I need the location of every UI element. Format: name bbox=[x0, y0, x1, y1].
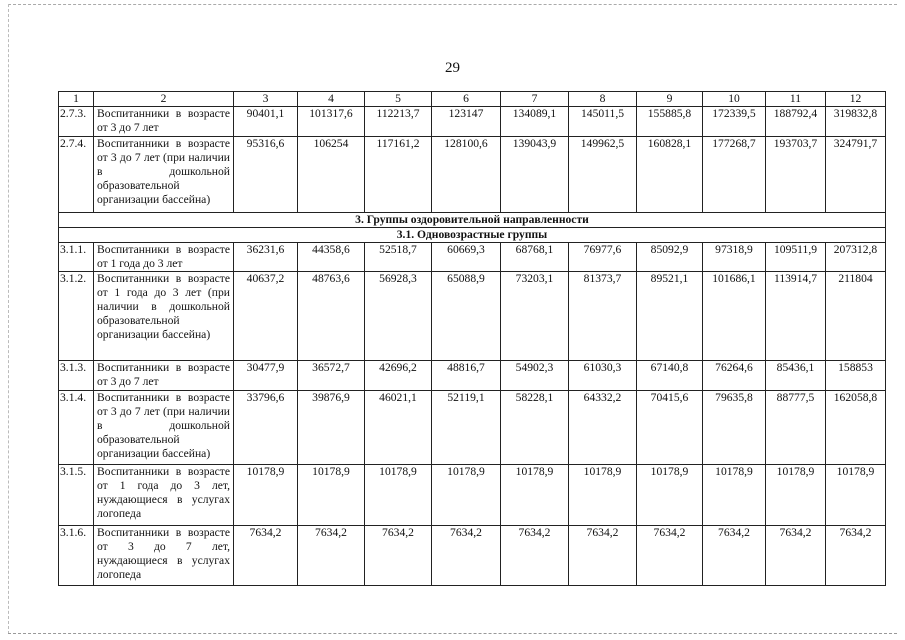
value-cell: 177268,7 bbox=[703, 137, 766, 213]
table-row bbox=[59, 243, 886, 272]
page-number: 29 bbox=[445, 60, 460, 76]
value-cell: 48763,6 bbox=[298, 272, 365, 361]
value-cell: 207312,8 bbox=[826, 243, 886, 272]
subsection-heading: 3.1. Одновозрастные группы bbox=[59, 228, 886, 243]
value-cell: 10178,9 bbox=[766, 465, 826, 526]
value-cell: 10178,9 bbox=[365, 465, 432, 526]
value-cell: 33796,6 bbox=[234, 391, 298, 465]
value-cell: 10178,9 bbox=[569, 465, 637, 526]
column-number: 8 bbox=[569, 92, 637, 107]
value-cell: 95316,6 bbox=[234, 137, 298, 213]
value-cell: 36572,7 bbox=[298, 361, 365, 391]
tariff-table bbox=[58, 91, 886, 586]
value-cell: 162058,8 bbox=[826, 391, 886, 465]
value-cell: 134089,1 bbox=[501, 107, 569, 137]
value-cell: 76264,6 bbox=[703, 361, 766, 391]
value-cell: 52518,7 bbox=[365, 243, 432, 272]
value-cell: 172339,5 bbox=[703, 107, 766, 137]
row-code: 2.7.4. bbox=[59, 137, 94, 213]
value-cell: 101317,6 bbox=[298, 107, 365, 137]
section-heading: 3. Группы оздоровительной направленности bbox=[59, 213, 886, 228]
column-number: 4 bbox=[298, 92, 365, 107]
page-edge-left bbox=[8, 4, 9, 634]
row-code: 2.7.3. bbox=[59, 107, 94, 137]
value-cell: 109511,9 bbox=[766, 243, 826, 272]
value-cell: 65088,9 bbox=[432, 272, 501, 361]
value-cell: 39876,9 bbox=[298, 391, 365, 465]
table-row bbox=[59, 465, 886, 526]
value-cell: 85436,1 bbox=[766, 361, 826, 391]
column-number: 2 bbox=[94, 92, 234, 107]
value-cell: 40637,2 bbox=[234, 272, 298, 361]
row-code: 3.1.4. bbox=[59, 391, 94, 465]
value-cell: 68768,1 bbox=[501, 243, 569, 272]
column-number: 10 bbox=[703, 92, 766, 107]
value-cell: 160828,1 bbox=[637, 137, 703, 213]
value-cell: 211804 bbox=[826, 272, 886, 361]
value-cell: 7634,2 bbox=[766, 526, 826, 586]
value-cell: 90401,1 bbox=[234, 107, 298, 137]
column-number: 1 bbox=[59, 92, 94, 107]
column-number: 3 bbox=[234, 92, 298, 107]
value-cell: 117161,2 bbox=[365, 137, 432, 213]
column-number: 5 bbox=[365, 92, 432, 107]
value-cell: 79635,8 bbox=[703, 391, 766, 465]
row-description: Воспитанники в возрасте от 3 до 7 лет (при наличии в дошкольной образовательной организации бассейна) bbox=[94, 137, 234, 213]
value-cell: 7634,2 bbox=[703, 526, 766, 586]
value-cell: 81373,7 bbox=[569, 272, 637, 361]
row-code: 3.1.3. bbox=[59, 361, 94, 391]
value-cell: 10178,9 bbox=[637, 465, 703, 526]
value-cell: 145011,5 bbox=[569, 107, 637, 137]
value-cell: 10178,9 bbox=[826, 465, 886, 526]
value-cell: 54902,3 bbox=[501, 361, 569, 391]
value-cell: 113914,7 bbox=[766, 272, 826, 361]
value-cell: 7634,2 bbox=[569, 526, 637, 586]
value-cell: 10178,9 bbox=[501, 465, 569, 526]
value-cell: 123147 bbox=[432, 107, 501, 137]
value-cell: 64332,2 bbox=[569, 391, 637, 465]
value-cell: 52119,1 bbox=[432, 391, 501, 465]
value-cell: 101686,1 bbox=[703, 272, 766, 361]
section-row bbox=[59, 213, 886, 228]
value-cell: 193703,7 bbox=[766, 137, 826, 213]
table-row bbox=[59, 361, 886, 391]
table-row bbox=[59, 107, 886, 137]
value-cell: 7634,2 bbox=[365, 526, 432, 586]
column-number: 6 bbox=[432, 92, 501, 107]
value-cell: 10178,9 bbox=[432, 465, 501, 526]
value-cell: 73203,1 bbox=[501, 272, 569, 361]
value-cell: 112213,7 bbox=[365, 107, 432, 137]
row-description: Воспитанники в возрасте от 1 года до 3 лет (при наличии в дошкольной образовательной организации бассейна) bbox=[94, 272, 234, 361]
row-description: Воспитанники в возрасте от 1 года до 3 лет bbox=[94, 243, 234, 272]
value-cell: 7634,2 bbox=[826, 526, 886, 586]
column-number: 9 bbox=[637, 92, 703, 107]
column-number: 12 bbox=[826, 92, 886, 107]
value-cell: 319832,8 bbox=[826, 107, 886, 137]
row-code: 3.1.5. bbox=[59, 465, 94, 526]
value-cell: 7634,2 bbox=[234, 526, 298, 586]
value-cell: 85092,9 bbox=[637, 243, 703, 272]
value-cell: 97318,9 bbox=[703, 243, 766, 272]
value-cell: 61030,3 bbox=[569, 361, 637, 391]
row-code: 3.1.6. bbox=[59, 526, 94, 586]
table-row bbox=[59, 526, 886, 586]
table-row bbox=[59, 272, 886, 361]
value-cell: 10178,9 bbox=[703, 465, 766, 526]
value-cell: 158853 bbox=[826, 361, 886, 391]
column-number: 11 bbox=[766, 92, 826, 107]
table-row bbox=[59, 391, 886, 465]
row-code: 3.1.1. bbox=[59, 243, 94, 272]
column-number: 7 bbox=[501, 92, 569, 107]
row-description: Воспитанники в возрасте от 3 до 7 лет bbox=[94, 361, 234, 391]
value-cell: 149962,5 bbox=[569, 137, 637, 213]
value-cell: 10178,9 bbox=[298, 465, 365, 526]
value-cell: 76977,6 bbox=[569, 243, 637, 272]
row-description: Воспитанники в возрасте от 3 до 7 лет (при наличии в дошкольной образовательной организации бассейна) bbox=[94, 391, 234, 465]
value-cell: 89521,1 bbox=[637, 272, 703, 361]
row-description: Воспитанники в возрасте от 3 до 7 лет bbox=[94, 107, 234, 137]
value-cell: 48816,7 bbox=[432, 361, 501, 391]
row-code: 3.1.2. bbox=[59, 272, 94, 361]
table-row bbox=[59, 137, 886, 213]
row-description: Воспитанники в возрасте от 3 до 7 лет, нуждающиеся в услугах логопеда bbox=[94, 526, 234, 586]
subsection-row bbox=[59, 228, 886, 243]
value-cell: 42696,2 bbox=[365, 361, 432, 391]
value-cell: 44358,6 bbox=[298, 243, 365, 272]
row-description: Воспитанники в возрасте от 1 года до 3 лет, нуждающиеся в услугах логопеда bbox=[94, 465, 234, 526]
value-cell: 88777,5 bbox=[766, 391, 826, 465]
value-cell: 155885,8 bbox=[637, 107, 703, 137]
value-cell: 7634,2 bbox=[501, 526, 569, 586]
value-cell: 58228,1 bbox=[501, 391, 569, 465]
value-cell: 67140,8 bbox=[637, 361, 703, 391]
value-cell: 139043,9 bbox=[501, 137, 569, 213]
value-cell: 46021,1 bbox=[365, 391, 432, 465]
column-number-row bbox=[59, 92, 886, 107]
value-cell: 188792,4 bbox=[766, 107, 826, 137]
value-cell: 10178,9 bbox=[234, 465, 298, 526]
value-cell: 30477,9 bbox=[234, 361, 298, 391]
value-cell: 36231,6 bbox=[234, 243, 298, 272]
page-edge-top bbox=[8, 4, 897, 5]
value-cell: 324791,7 bbox=[826, 137, 886, 213]
value-cell: 70415,6 bbox=[637, 391, 703, 465]
value-cell: 7634,2 bbox=[298, 526, 365, 586]
value-cell: 106254 bbox=[298, 137, 365, 213]
value-cell: 7634,2 bbox=[432, 526, 501, 586]
value-cell: 7634,2 bbox=[637, 526, 703, 586]
value-cell: 128100,6 bbox=[432, 137, 501, 213]
value-cell: 60669,3 bbox=[432, 243, 501, 272]
page-edge-bottom bbox=[8, 633, 897, 634]
value-cell: 56928,3 bbox=[365, 272, 432, 361]
